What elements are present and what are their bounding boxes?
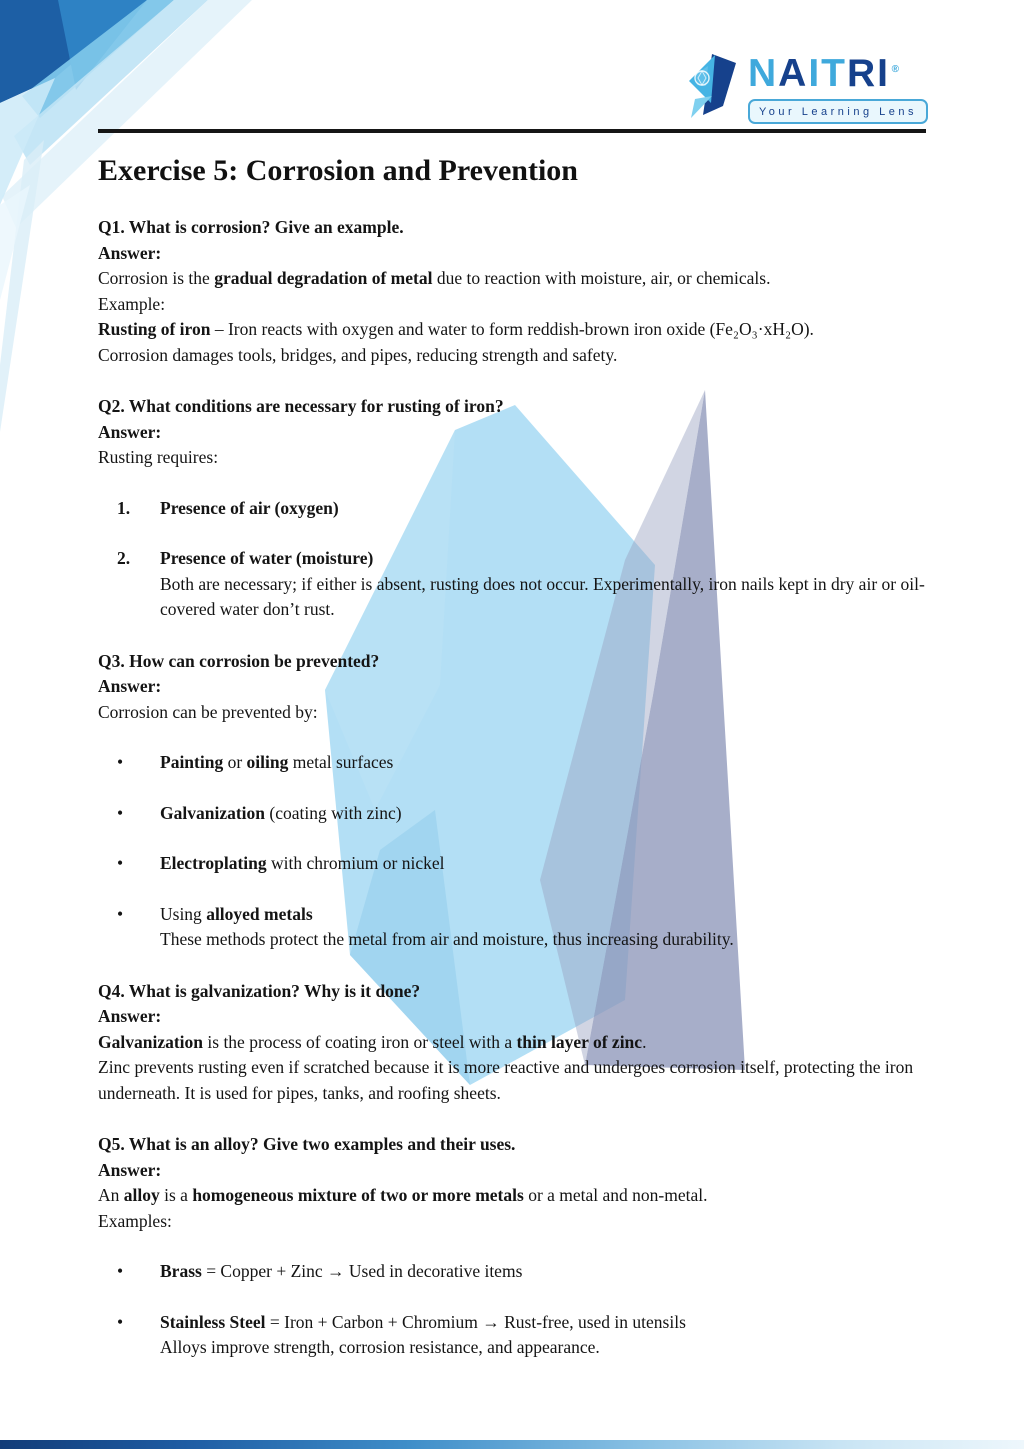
list-item [98, 496, 926, 522]
list-marker: • [117, 802, 124, 823]
list-item-subtext: Both are necessary; if either is absent, rusting does not occur. Experimentally, iron nails kept in dry air or oil-covered water don’t rust. [160, 573, 925, 619]
answer-paragraph: Examples: [98, 1210, 172, 1231]
list-item-content [160, 1259, 926, 1285]
qa-sections [98, 215, 926, 1361]
list-item-subtext: These methods protect the metal from air and moisture, thus increasing durability. [160, 929, 734, 949]
answer-paragraph: Rusting requires: [98, 447, 219, 467]
answer-paragraph: Corrosion damages tools, bridges, and pipes, reducing strength and safety. [98, 344, 618, 365]
list-marker: 2. [117, 548, 131, 568]
list-item-lead: Painting or oiling metal surfaces [160, 752, 394, 772]
question-heading: Q1. What is corrosion? Give an example. [98, 217, 404, 237]
list-item [98, 851, 926, 877]
document-content [98, 0, 926, 1361]
brand-letter: I [877, 52, 891, 95]
qa-section [98, 215, 926, 368]
list-item-lead: Presence of air (oxygen) [160, 497, 339, 518]
list-item-content [160, 496, 926, 522]
list-marker: • [117, 752, 124, 772]
list-item-lead: Brass = Copper + Zinc → Used in decorative items [160, 1261, 523, 1281]
answer-paragraph: An alloy is a homogeneous mixture of two or more metals or a metal and non-metal. [98, 1185, 708, 1205]
list-marker: • [117, 1261, 124, 1281]
answer-paragraph: Example: [98, 293, 166, 314]
answer-label: Answer: [98, 1159, 162, 1180]
list-item-lead: Electroplating with chromium or nickel [160, 853, 445, 873]
question-heading: Q2. What conditions are necessary for rusting of iron? [98, 396, 504, 416]
answer-paragraph: Corrosion can be prevented by: [98, 701, 318, 722]
list-item-content [160, 1310, 926, 1361]
bullet-list [98, 750, 926, 953]
brand-letter: T [821, 52, 847, 95]
brand-letter: N [747, 52, 779, 95]
answer-label: Answer: [98, 242, 162, 263]
qa-section [98, 649, 926, 953]
bottom-gradient-bar [0, 1440, 1024, 1449]
list-item [98, 902, 926, 953]
list-item-lead: Stainless Steel = Iron + Carbon + Chromium → Rust-free, used in utensils [160, 1311, 686, 1332]
list-marker: 1. [117, 497, 131, 518]
question-heading: Q3. How can corrosion be prevented? [98, 650, 380, 671]
question-heading: Q4. What is galvanization? Why is it done? [98, 980, 421, 1001]
answer-label: Answer: [98, 676, 162, 696]
list-marker: • [117, 903, 124, 924]
list-item [98, 750, 926, 776]
list-item-content [160, 750, 926, 776]
list-item [98, 546, 926, 623]
logo-tagline: Your Learning Lens [758, 106, 917, 118]
list-item-content [160, 902, 926, 953]
list-item-content [160, 851, 926, 877]
list-item-content [160, 546, 926, 623]
qa-section [98, 1132, 926, 1361]
list-item-lead: Presence of water (moisture) [160, 548, 374, 568]
brand-letter: A [778, 52, 809, 95]
answer-label: Answer: [98, 421, 162, 442]
list-marker: • [117, 1311, 124, 1332]
list-item-lead: Using alloyed metals [160, 903, 313, 924]
list-marker: • [117, 853, 124, 873]
qa-section [98, 979, 926, 1107]
answer-paragraph: Galvanization is the process of coating iron or steel with a thin layer of zinc. [98, 1031, 647, 1052]
brand-letter: R [847, 52, 878, 95]
numbered-list [98, 496, 926, 623]
answer-paragraph: Corrosion is the gradual degradation of metal due to reaction with moisture, air, or chemicals. [98, 268, 771, 288]
bullet-list [98, 1259, 926, 1361]
qa-section [98, 394, 926, 623]
list-item-content [160, 801, 926, 827]
list-item-subtext: Alloys improve strength, corrosion resistance, and appearance. [160, 1337, 600, 1357]
brand-letter: I [808, 52, 822, 95]
list-item [98, 1259, 926, 1285]
list-item [98, 1310, 926, 1361]
list-item [98, 801, 926, 827]
answer-paragraph: Zinc prevents rusting even if scratched because it is more reactive and undergoes corrosion itself, protecting the iron underneath. It is used for pipes, tanks, and roofing sheets. [98, 1057, 914, 1103]
answer-label: Answer: [98, 1006, 162, 1026]
list-item-lead: Galvanization (coating with zinc) [160, 802, 402, 823]
question-heading: Q5. What is an alloy? Give two examples and their uses. [98, 1134, 516, 1154]
answer-paragraph: Rusting of iron – Iron reacts with oxygen and water to form reddish-brown iron oxide (Fe₂O₃·xH₂O). [98, 319, 814, 339]
page-title: Exercise 5: Corrosion and Prevention [98, 154, 578, 187]
registered-mark: ® [891, 64, 902, 75]
